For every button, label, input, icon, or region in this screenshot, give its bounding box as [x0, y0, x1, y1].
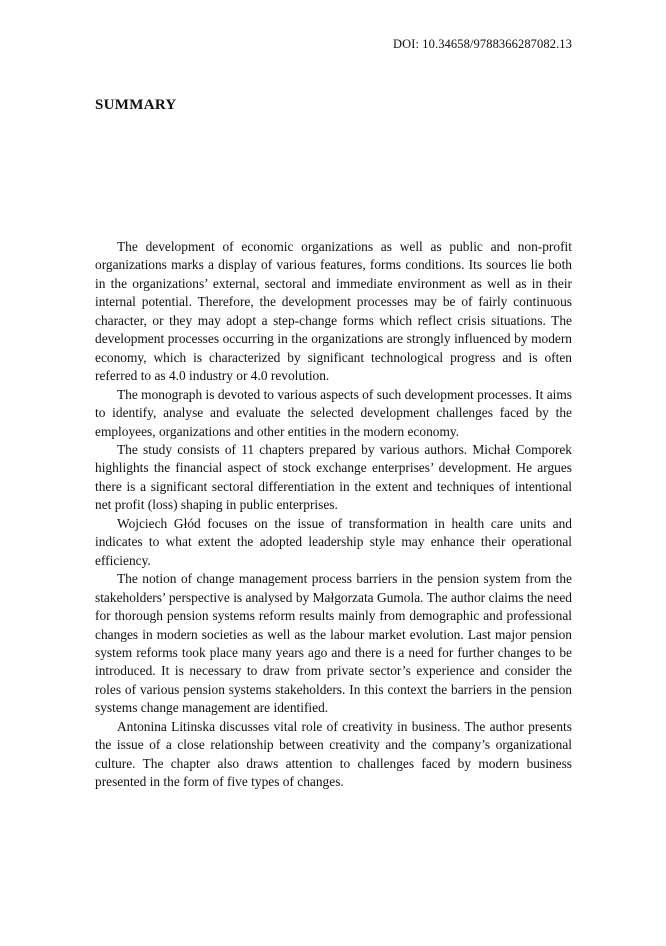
paragraph-study: The study consists of 11 chapters prepared by various authors. Michał Comporek highlights the financial aspect of stock exchange enterprises’ development. He argues there is a significant sectoral differentiation in the extent and techniques of intentional net profit (loss) shaping in public enterprises.: [95, 441, 572, 513]
summary-body: [95, 238, 572, 792]
paragraph-gumola: The notion of change management process barriers in the pension system from the stakeholders’ perspective is analysed by Małgorzata Gumola. The author claims the need for thorough pension systems reform results mainly from demographic and professional changes in modern societies as well as the labour market evolution. Last major pension system reforms took place many years ago and there is a need for further changes to be introduced. It is necessary to draw from private sector’s experience and consider the roles of various pension systems stakeholders. In this context the barriers in the pension systems change management are identified.: [95, 571, 572, 716]
doi-header: DOI: 10.34658/9788366287082.13: [392, 37, 572, 51]
page-title: SUMMARY: [95, 97, 177, 113]
paragraph-glod: Wojciech Głód focuses on the issue of transformation in health care units and indicates to what extent the adopted leadership style may enhance their operational efficiency.: [95, 515, 572, 568]
paragraph-litinska: Antonina Litinska discusses vital role of creativity in business. The author presents the issue of a close relationship between creativity and the company’s organizational culture. The chapter also draws attention to challenges faced by modern business presented in the form of five types of changes.: [95, 718, 572, 790]
paragraph-intro: The development of economic organizations as well as public and non-profit organizations marks a display of various features, forms conditions. Its sources lie both in the organizations’ external, sectoral and immediate environment as well as in their internal potential. Therefore, the development processes may be of fairly continuous character, or they may adopt a step-change forms which reflect crisis situations. The development processes occurring in the organizations are strongly influenced by modern economy, which is characterized by significant technological progress and is often referred to as 4.0 industry or 4.0 revolution.: [95, 239, 572, 384]
paragraph-monograph: The monograph is devoted to various aspects of such development processes. It aims to identify, analyse and evaluate the selected development challenges faced by the employees, organizations and other entities in the modern economy.: [95, 386, 572, 439]
